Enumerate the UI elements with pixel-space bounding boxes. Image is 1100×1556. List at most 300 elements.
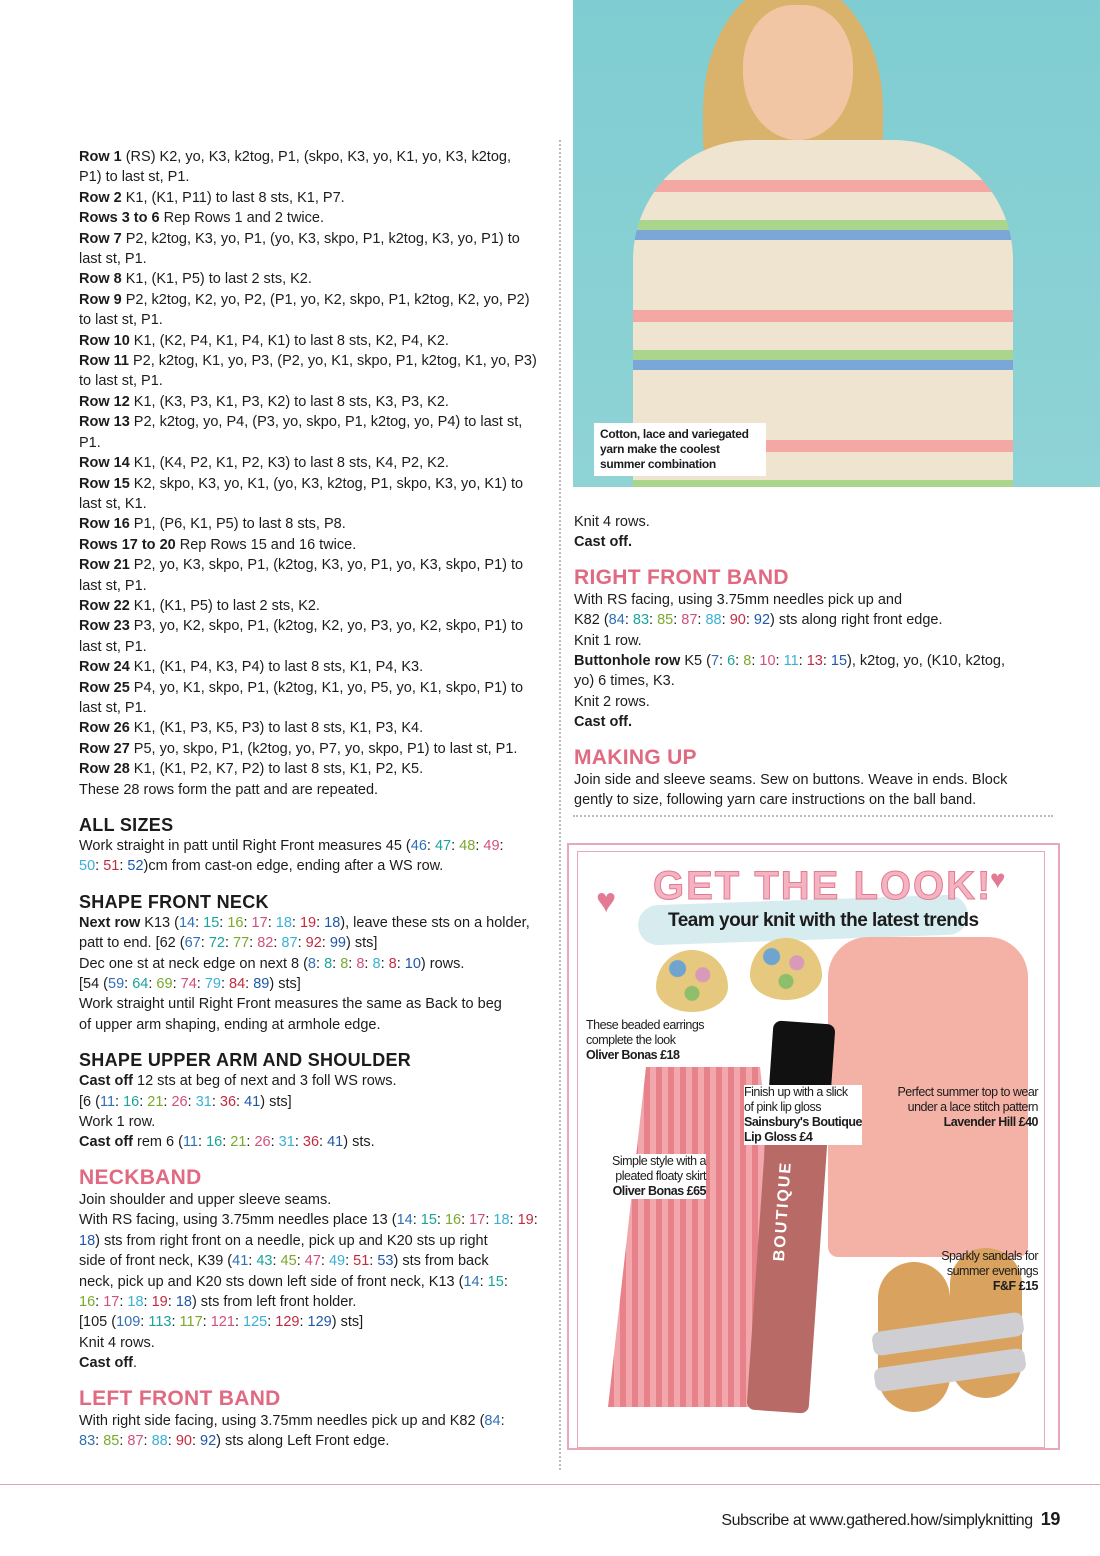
pattern-text: :: [461, 1212, 470, 1229]
pattern-text: 19: [517, 1212, 534, 1229]
pattern-text: 19: [299, 914, 317, 931]
pattern-term: Row 11: [79, 353, 129, 370]
pattern-text: :: [721, 612, 730, 629]
pattern-text: 52: [127, 858, 144, 875]
pattern-text: :: [270, 1134, 279, 1151]
pattern-text: :: [499, 838, 504, 854]
pattern-text: P2, k2tog, yo, P4, (P3, yo, skpo, P1, k2tog, yo, P4) to last st,: [129, 414, 523, 431]
pattern-text: K1, (K1, P4, K3, P4) to last 8 sts, K1, P4, K3.: [129, 659, 424, 676]
pattern-line: [79, 1251, 549, 1271]
pattern-line: [79, 616, 549, 636]
pattern-text: last st, K1.: [79, 495, 147, 512]
pattern-text: :: [751, 653, 760, 670]
pattern-text: 84: [229, 976, 246, 993]
pattern-text: :: [533, 1212, 538, 1229]
pattern-text: K1, (K4, P2, K1, P2, K3) to last 8 sts, K4, P2, K2.: [129, 455, 449, 472]
pattern-text: 49: [483, 838, 500, 854]
pattern-line: [79, 555, 549, 575]
pattern-line: [79, 229, 549, 249]
pattern-term: Row 25: [79, 679, 130, 696]
pattern-text: last st, P1.: [79, 638, 147, 655]
pattern-text: 85: [657, 612, 674, 629]
pattern-term: Row 9: [79, 291, 122, 308]
pattern-text: :: [697, 612, 706, 629]
pattern-line: [79, 836, 549, 856]
pattern-right-column: [574, 512, 1074, 810]
pattern-text: K1, (K1, P3, K5, P3) to last 8 sts, K1, P3, K4.: [129, 720, 424, 737]
pattern-text: :: [509, 1212, 518, 1229]
pattern-text: K1, (K3, P3, K1, P3, K2) to last 8 sts, K3, P3, K2.: [129, 393, 449, 410]
pattern-text: :: [140, 1314, 149, 1331]
pattern-text: :: [775, 653, 784, 670]
pattern-term: Row 10: [79, 332, 130, 349]
pattern-text: :: [364, 955, 373, 972]
pattern-text: :: [735, 653, 744, 670]
pattern-text: 77: [233, 935, 250, 952]
pattern-text: 67: [184, 935, 201, 952]
pattern-text: With right side facing, using 3.75mm needles pick up and K82 (: [79, 1412, 485, 1429]
pattern-text: :: [272, 1253, 281, 1270]
pattern-text: 87: [681, 612, 698, 629]
pattern-term: Rows 17 to 20: [79, 536, 176, 553]
pattern-line: [79, 576, 549, 596]
pattern-text: :: [167, 1293, 176, 1310]
pattern-text: :: [95, 858, 104, 875]
pattern-text: 16: [206, 1134, 223, 1151]
pattern-text: Knit 4 rows.: [79, 1334, 155, 1351]
pattern-text: :: [485, 1212, 494, 1229]
pattern-line: [574, 590, 1074, 610]
pattern-line: [79, 167, 549, 187]
pattern-text: 14: [463, 1273, 480, 1290]
pattern-line: [79, 954, 549, 974]
pattern-text: 64: [132, 976, 149, 993]
pattern-text: 8: [388, 955, 397, 972]
pattern-text: 36: [302, 1134, 320, 1151]
get-the-look-subtitle: Team your knit with the latest trends: [668, 910, 979, 931]
pattern-text: P2, k2tog, K1, yo, P3, (P2, yo, K1, skpo, P1, k2tog, K1, yo, P3): [128, 353, 537, 370]
pattern-text: :: [273, 935, 282, 952]
pattern-text: :: [143, 1293, 152, 1310]
pattern-line: [79, 1272, 549, 1292]
pattern-line: [79, 535, 549, 555]
pattern-line: [79, 412, 549, 432]
pattern-text: K82 (: [574, 612, 609, 629]
pattern-text: :: [200, 935, 209, 952]
pattern-text: :: [321, 935, 330, 952]
pattern-text: Join side and sleeve seams. Sew on buttons. Weave in ends. Block: [574, 771, 1008, 788]
pattern-text: K1, (K1, P5) to last 2 sts, K2.: [129, 597, 320, 614]
pattern-text: :: [211, 1093, 220, 1110]
pattern-line: [79, 331, 549, 351]
pattern-text: 90: [729, 612, 746, 629]
pattern-text: 79: [204, 976, 221, 993]
pattern-text: 41: [244, 1093, 261, 1110]
pattern-text: 87: [281, 935, 298, 952]
pattern-line: [574, 532, 1074, 552]
pattern-line: [79, 1112, 549, 1132]
pattern-line: [79, 1210, 549, 1230]
pattern-line: [79, 1312, 549, 1332]
pattern-term: Cast off.: [574, 534, 632, 551]
pattern-term: Row 23: [79, 618, 130, 635]
pattern-text: :: [296, 1253, 305, 1270]
pattern-text: 72: [208, 935, 225, 952]
pattern-term: Row 21: [79, 557, 130, 574]
pattern-text: :: [245, 976, 254, 993]
section-heading: LEFT FRONT BAND: [79, 1386, 281, 1410]
pattern-text: 45: [280, 1253, 297, 1270]
pattern-line: [79, 739, 549, 759]
pattern-text: 92: [305, 935, 322, 952]
pattern-text: )cm from cast-on edge, ending after a WS row.: [143, 858, 444, 875]
pattern-text: 59: [108, 976, 125, 993]
pattern-text: patt to end. [62 (: [79, 935, 185, 952]
pattern-text: :: [745, 612, 754, 629]
pattern-text: :: [822, 653, 831, 670]
pattern-text: 18: [324, 914, 341, 931]
pattern-term: Row 8: [79, 271, 122, 288]
pattern-text: :: [220, 976, 230, 993]
pattern-line: [79, 596, 549, 616]
pattern-text: :: [243, 914, 252, 931]
pattern-text: :: [451, 838, 460, 854]
pattern-text: to last st, P1.: [79, 312, 163, 329]
pattern-text: 129: [275, 1314, 300, 1331]
pattern-text: ), k2tog, yo, (K10, k2tog,: [847, 653, 1006, 670]
pattern-text: 36: [219, 1093, 237, 1110]
pattern-line: [79, 494, 549, 514]
pattern-line: [79, 637, 549, 657]
earring-image: [750, 938, 822, 1000]
pattern-text: 18: [493, 1212, 510, 1229]
earring-image: [656, 950, 728, 1012]
pattern-text: 46: [410, 838, 427, 854]
pattern-text: :: [172, 976, 181, 993]
pattern-term: Cast off: [79, 1134, 133, 1151]
pattern-text: 14: [396, 1212, 413, 1229]
pattern-text: 47: [304, 1253, 321, 1270]
page-number: 19: [1040, 1509, 1060, 1529]
pattern-line: [79, 1292, 549, 1312]
pattern-text: :: [148, 976, 157, 993]
pattern-term: Next row: [79, 914, 141, 931]
pattern-text: 41: [327, 1134, 344, 1151]
pattern-text: :: [234, 1314, 243, 1331]
pattern-left-column: [79, 147, 549, 1451]
pattern-term: Row 24: [79, 659, 130, 676]
pattern-text: P3, yo, K2, skpo, P1, (k2tog, K2, yo, P3, yo, K2, skpo, P1) to: [129, 618, 524, 635]
pattern-text: side of front neck, K39 (: [79, 1253, 233, 1270]
pattern-term: Row 2: [79, 189, 122, 206]
pattern-text: 74: [180, 976, 197, 993]
pattern-text: :: [171, 1314, 180, 1331]
pattern-text: 15: [487, 1273, 504, 1290]
pattern-text: .: [132, 1355, 138, 1372]
pattern-text: :: [291, 914, 300, 931]
pattern-line: [79, 514, 549, 534]
pattern-text: 99: [329, 935, 346, 952]
pattern-text: 16: [227, 914, 244, 931]
pattern-text: 83: [632, 612, 650, 629]
pattern-text: 10: [404, 955, 421, 972]
pattern-text: 8: [356, 955, 365, 972]
summer-top-label: Perfect summer top to wear under a lace stitch pattern Lavender Hill £40: [897, 1085, 1038, 1129]
pattern-text: 51: [353, 1253, 370, 1270]
pattern-text: of upper arm shaping, ending at armhole edge.: [79, 1016, 381, 1033]
pattern-text: 31: [195, 1093, 212, 1110]
pattern-text: 21: [147, 1093, 164, 1110]
pattern-text: :: [369, 1253, 378, 1270]
pattern-line: [79, 856, 549, 876]
pattern-line: [79, 1411, 549, 1431]
pattern-text: 90: [175, 1432, 192, 1449]
pattern-line: [79, 1071, 549, 1091]
pattern-text: P2, k2tog, K3, yo, P1, (yo, K3, skpo, P1, k2tog, K3, yo, P1) to: [121, 230, 520, 247]
pattern-text: 7: [710, 653, 720, 670]
pattern-text: 50: [79, 858, 96, 875]
pattern-text: K1, (K1, P11) to last 8 sts, K1, P7.: [121, 189, 345, 206]
pattern-text: ) sts from right front on a needle, pick up and K20 sts up right: [95, 1232, 488, 1249]
pattern-line: [79, 208, 549, 228]
pattern-line: [574, 631, 1074, 651]
pattern-text: P4, yo, K1, skpo, P1, (k2tog, K1, yo, P5, yo, K1, skpo, P1) to: [129, 679, 524, 696]
pattern-term: Row 7: [79, 230, 122, 247]
get-the-look-title: GET THE LOOK!: [653, 864, 993, 908]
pattern-text: :: [95, 1293, 104, 1310]
pattern-text: 26: [171, 1093, 188, 1110]
pattern-line: [79, 249, 549, 269]
pattern-text: :: [673, 612, 682, 629]
pattern-line: [79, 371, 549, 391]
pattern-text: 6: [727, 653, 736, 670]
pattern-line: [79, 1353, 549, 1373]
pattern-text: :: [124, 976, 133, 993]
pattern-text: :: [224, 935, 234, 952]
pattern-text: :: [320, 1253, 329, 1270]
pattern-text: 15: [203, 914, 220, 931]
pattern-line: [79, 1092, 549, 1112]
pattern-text: :: [195, 914, 204, 931]
pattern-term: Row 26: [79, 720, 130, 737]
pattern-text: 19: [151, 1293, 168, 1310]
pattern-text: 18: [175, 1293, 192, 1310]
pattern-text: :: [95, 1432, 104, 1449]
pattern-text: last st, P1.: [79, 699, 147, 716]
pattern-text: With RS facing, using 3.75mm needles pick up and: [574, 591, 903, 608]
heart-icon: ♥: [990, 864, 1006, 894]
pattern-text: :: [249, 935, 258, 952]
pattern-text: :: [319, 1134, 328, 1151]
pattern-text: :: [479, 1273, 488, 1290]
pattern-text: With RS facing, using 3.75mm needles place 13 (: [79, 1212, 397, 1229]
pattern-text: 113: [148, 1314, 172, 1331]
section-heading: SHAPE UPPER ARM AND SHOULDER: [79, 1050, 412, 1071]
pattern-text: [6 (: [79, 1093, 100, 1110]
pattern-text: :: [503, 1273, 508, 1290]
pattern-text: Rep Rows 15 and 16 twice.: [175, 536, 357, 553]
pattern-text: :: [412, 1212, 421, 1229]
pattern-text: 15: [420, 1212, 437, 1229]
pattern-text: :: [297, 935, 306, 952]
pattern-text: :: [163, 1093, 172, 1110]
pattern-text: rem 6 (: [132, 1134, 183, 1151]
pattern-line: [79, 1431, 549, 1451]
lip-gloss-label: Finish up with a slick of pink lip gloss Sainsbury's Boutique Lip Gloss £4: [744, 1085, 862, 1144]
pattern-text: P1.: [79, 434, 101, 451]
pattern-text: :: [436, 1212, 445, 1229]
pattern-line: [574, 651, 1074, 671]
pattern-text: K1, (K2, P4, K1, P4, K1) to last 8 sts, K2, P4, K2.: [129, 332, 449, 349]
pattern-text: K13 (: [140, 914, 179, 931]
pattern-line: [79, 1190, 549, 1210]
pattern-line: [79, 147, 549, 167]
pattern-text: K1, (K1, P5) to last 2 sts, K2.: [121, 271, 312, 288]
pattern-text: Join shoulder and upper sleeve seams.: [79, 1191, 332, 1208]
section-heading: SHAPE FRONT NECK: [79, 891, 269, 912]
pattern-text: Knit 2 rows.: [574, 693, 650, 710]
pattern-text: 31: [278, 1134, 295, 1151]
pattern-line: [79, 657, 549, 677]
pattern-text: 18: [275, 914, 292, 931]
pattern-term: Row 28: [79, 761, 130, 778]
pattern-text: ) sts]: [331, 1314, 364, 1331]
pattern-text: 92: [753, 612, 771, 629]
pattern-text: 8: [743, 653, 752, 670]
pattern-line: [574, 790, 1074, 810]
pattern-text: Work straight in patt until Right Front measures 45 (: [79, 838, 411, 854]
pattern-line: [79, 290, 549, 310]
sandals-label: Sparkly sandals for summer evenings F&F £15: [941, 1249, 1038, 1293]
photo-caption: Cotton, lace and variegated yarn make the coolest summer combination: [594, 423, 766, 476]
pattern-text: 10: [759, 653, 776, 670]
pattern-term: Row 15: [79, 475, 130, 492]
pattern-text: (RS) K2, yo, K3, k2tog, P1, (skpo, K3, yo, K1, yo, K3, k2tog,: [121, 149, 511, 165]
pattern-text: :: [246, 1134, 255, 1151]
pattern-text: 53: [377, 1253, 394, 1270]
pattern-text: ) sts along right front edge.: [770, 612, 943, 629]
pattern-text: 48: [459, 838, 476, 854]
pattern-text: 11: [182, 1134, 198, 1151]
pattern-text: 17: [469, 1212, 486, 1229]
pattern-text: :: [719, 653, 728, 670]
pattern-line: [79, 678, 549, 698]
pattern-line: [574, 512, 1074, 532]
pattern-line: [574, 712, 1074, 732]
pattern-text: 11: [99, 1093, 116, 1110]
pattern-text: 88: [151, 1432, 168, 1449]
pattern-text: :: [380, 955, 389, 972]
pattern-line: [79, 351, 549, 371]
pattern-text: :: [267, 1314, 276, 1331]
pattern-text: P5, yo, skpo, P1, (k2tog, yo, P7, yo, skpo, P1) to last st, P1.: [129, 740, 518, 757]
section-heading: RIGHT FRONT BAND: [574, 565, 789, 589]
pattern-text: :: [348, 955, 357, 972]
pattern-text: 82: [257, 935, 274, 952]
pattern-term: Cast off: [79, 1073, 133, 1090]
pattern-line: [79, 933, 549, 953]
pattern-line: [79, 310, 549, 330]
pattern-term: Row 1: [79, 149, 122, 165]
pattern-text: :: [202, 1314, 211, 1331]
pattern-line: [79, 453, 549, 473]
model-face: [743, 5, 853, 140]
pattern-text: :: [191, 1432, 201, 1449]
pattern-text: ) sts.: [343, 1134, 375, 1151]
pattern-text: 88: [705, 612, 722, 629]
pattern-text: :: [798, 653, 807, 670]
pattern-term: Buttonhole row: [574, 653, 681, 670]
pattern-line: [79, 1231, 549, 1251]
model-photo: [573, 0, 1100, 487]
pattern-text: ) sts]: [269, 976, 301, 993]
pattern-text: :: [396, 955, 405, 972]
section-heading: NECKBAND: [79, 1165, 202, 1189]
pattern-text: Dec one st at neck edge on next 8 (: [79, 955, 308, 972]
column-divider: [559, 140, 561, 1470]
pattern-text: ), leave these sts on a holder,: [340, 914, 530, 931]
pattern-text: 84: [484, 1412, 501, 1429]
pattern-line: [79, 1015, 549, 1035]
pattern-text: 13: [806, 653, 823, 670]
pattern-text: ) sts along Left Front edge.: [216, 1432, 390, 1449]
pattern-text: 51: [103, 858, 120, 875]
pattern-text: Work 1 row.: [79, 1114, 156, 1131]
heart-icon: ♥: [596, 882, 617, 920]
pattern-text: :: [222, 1134, 231, 1151]
pattern-text: K2, skpo, K3, yo, K1, (yo, K3, k2tog, P1, skpo, K3, yo, K1) to: [129, 475, 524, 492]
pattern-text: 49: [328, 1253, 346, 1270]
pattern-text: :: [236, 1093, 245, 1110]
section-divider: [573, 815, 1053, 817]
pattern-text: Knit 4 rows.: [574, 514, 650, 530]
pattern-text: 8: [372, 955, 381, 972]
pattern-text: 8: [340, 955, 349, 972]
footer-rule: [0, 1484, 1100, 1485]
pattern-text: :: [119, 1293, 128, 1310]
pattern-text: :: [219, 914, 228, 931]
pattern-text: yo) 6 times, K3.: [574, 673, 675, 690]
pattern-text: gently to size, following yarn care instructions on the ball band.: [574, 792, 977, 809]
pattern-line: [79, 974, 549, 994]
pattern-text: 17: [103, 1293, 120, 1310]
pattern-text: P2, yo, K3, skpo, P1, (k2tog, K3, yo, P1, yo, K3, skpo, P1) to: [129, 557, 524, 574]
pattern-text: :: [332, 955, 341, 972]
pattern-text: 8: [307, 955, 316, 972]
pattern-text: 18: [127, 1293, 144, 1310]
pattern-text: ) sts from left front holder.: [191, 1293, 357, 1310]
pattern-line: [79, 1132, 549, 1152]
pattern-text: P1, (P6, K1, P5) to last 8 sts, P8.: [129, 516, 346, 533]
pattern-line: [574, 671, 1074, 691]
pattern-term: Row 22: [79, 597, 130, 614]
pattern-term: Cast off.: [574, 714, 632, 731]
section-heading: MAKING UP: [574, 745, 697, 769]
pattern-text: 11: [783, 653, 799, 670]
pattern-text: 129: [307, 1314, 332, 1331]
pattern-text: to last st, P1.: [79, 373, 163, 390]
pattern-text: 14: [178, 914, 196, 931]
pattern-text: [54 (: [79, 976, 109, 993]
pattern-text: :: [624, 612, 633, 629]
pattern-text: 15: [830, 653, 848, 670]
pattern-text: 109: [116, 1314, 141, 1331]
pattern-text: :: [167, 1432, 176, 1449]
pattern-term: Row 14: [79, 455, 130, 472]
subscribe-text: Subscribe at www.gathered.how/simplyknitting: [721, 1512, 1033, 1529]
page-footer: [721, 1509, 1060, 1530]
pattern-line: [574, 770, 1074, 790]
